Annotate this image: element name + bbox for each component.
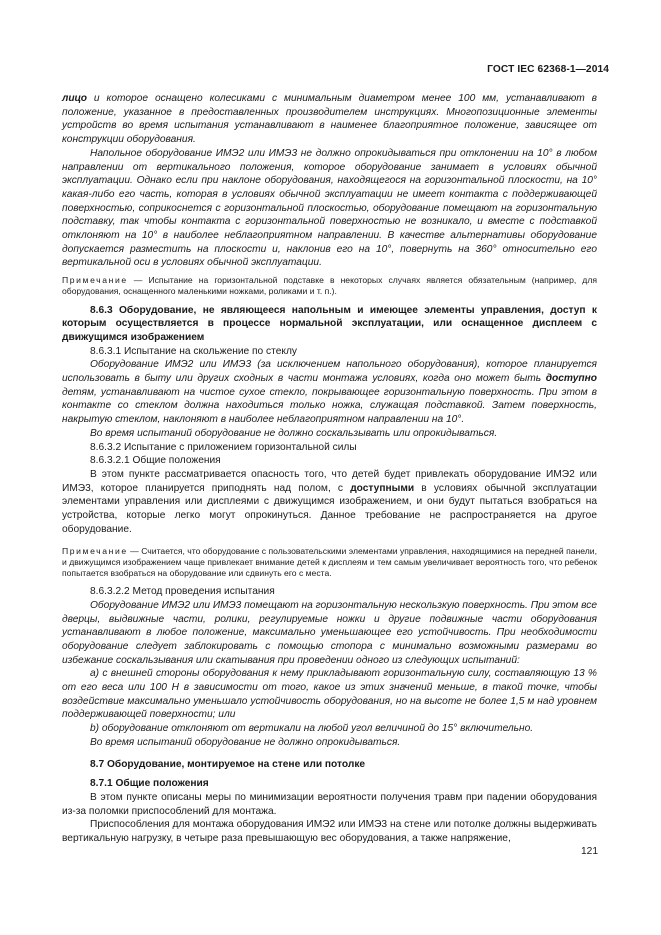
- note-user-controls: [62, 546, 597, 580]
- paragraph-text: Оборудование ИМЭ2 или ИМЭ3 (за исключением напольного оборудования), которое планируется использовать в быту или других сходных в части монтажа условиях, когда оно может быть: [62, 359, 597, 385]
- page-number: 121: [581, 846, 598, 857]
- paragraph-floor-standing: Напольное оборудование ИМЭ2 или ИМЭ3 не должно опрокидываться при отклонении на 10° в любом направлении от вертикального положения, которое оборудование занимает в условиях обычной эксплуатации. Однако если при наклоне оборудования, находящегося на горизонтальной плоскости, на 10° какая-либо его часть, которая в условиях обычной эксплуатации не имеет контакта с поддерживающей поверхностью, соприкоснется с горизонтальной плоскостью, оборудование помещают на горизонтальную подставку, так чтобы контакта с горизонтальной поверхностью не возникало, и вместе с подставкой отклоняют на 10° в наиболее неблагоприятном направлении. В качестве альтернативы оборудование допускается разместить на плоскости и, наклонив его на 10°, повернуть на 360° относительно его вертикальной оси в условиях обычной эксплуатации.: [62, 147, 597, 269]
- subsection-heading-8-7-1: 8.7.1 Общие положения: [90, 778, 209, 790]
- bold-term: доступными: [350, 482, 415, 494]
- paragraph-no-slip: Во время испытаний оборудование не должно соскальзывать или опрокидываться.: [90, 427, 498, 439]
- paragraph-text: в условиях обычной эксплуатации элементами управления или дисплеями с движущимся изображением, и они будут пытаться взобраться на устройства, которые легко могут опрокинуться. Данное требование не распространяется на другое оборудование.: [62, 482, 597, 535]
- subsection-heading-8-6-3-2-1: 8.6.3.2.1 Общие положения: [90, 455, 221, 467]
- page-body: [62, 92, 597, 846]
- paragraph-mounting-load: Приспособления для монтажа оборудования ИМЭ2 или ИМЭ3 на стене или потолке должны выдерживать вертикальную нагрузку, в четыре раза превышающую вес оборудования, а также напряжение,: [62, 819, 597, 845]
- paragraph-children-hazard: [62, 468, 597, 537]
- paragraph-mounting-intro: В этом пункте описаны меры по минимизации вероятности получения травм при падении оборудования из-за поломки приспособлений для монтажа.: [62, 791, 597, 817]
- bold-term: доступно: [545, 373, 597, 385]
- subsection-heading-8-6-3-2: 8.6.3.2 Испытание с приложением горизонтальной силы: [90, 441, 357, 453]
- paragraph-text: В этом пункте рассматривается опасность того, что детей будет привлекать оборудование ИМЭ2 или ИМЭ3, которое планируется приподнять над полом, с: [62, 468, 597, 494]
- paragraph-test-method: Оборудование ИМЭ2 или ИМЭ3 помещают на горизонтальную нескользкую поверхность. При этом все дверцы, выдвижные части, ролики, регулируемые ножки и другие подвижные части оборудования устанавливают в любое положение, максимально уменьшающее его устойчивость. При необходимости оборудование следует заблокировать с помощью стопора с минимально возможными размерами во избежание соскальзывания или скатывания при проведении одного из следующих испытаний:: [62, 599, 597, 666]
- paragraph-continuation: [62, 92, 597, 147]
- section-heading-8-6-3: 8.6.3 Оборудование, не являющееся напольным и имеющее элементы управления, доступ к которым осуществляется в процессе нормальной эксплуатации, или оснащенное дисплеем с движущимся изображением: [62, 304, 597, 343]
- list-item-a: a) с внешней стороны оборудования к нему прикладывают горизонтальную силу, составляющую 13 % от его веса или 100 Н в зависимости от того, какое из этих значений меньше, в такой точке, чтобы воздействие максимально уменьшало устойчивость оборудования, но на высоте не более 1,5 м над уровнем поддерживающей поверхности; или: [62, 668, 597, 721]
- note-text: — Считается, что оборудование с пользовательскими элементами управления, находящимися на передней панели, и движущимся изображением чаще привлекает внимание детей к дисплеям и тем самым увеличивает вероятность того, что ребенок попытается взобраться на оборудование или сдвинуть его с места.: [62, 545, 597, 578]
- subsection-heading-8-6-3-1: 8.6.3.1 Испытание на скольжение по стеклу: [90, 345, 297, 357]
- note-label: Примечание: [62, 275, 128, 286]
- list-item-b: b) оборудование отклоняют от вертикали на любой угол величиной до 15° включительно.: [90, 723, 534, 735]
- paragraph-text: детям, устанавливают на чистое сухое стекло, покрывающее горизонтальную поверхность. При этом в контакте со стеклом должна находиться только ножка, служащая подставкой. Затем поверхность, накрытую стеклом, наклоняют в наиболее неблагоприятном направлении на 10°.: [62, 386, 597, 426]
- note-text: — Испытание на горизонтальной подставке в некоторых случаях является обязательным (например, для оборудования, оснащенного маленькими ножками, роликами и т. п.).: [62, 275, 597, 297]
- standard-header: ГОСТ IEC 62368-1—2014: [487, 64, 609, 75]
- section-heading-8-7: 8.7 Оборудование, монтируемое на стене или потолке: [90, 758, 366, 770]
- paragraph-glass-test: [62, 358, 597, 427]
- bold-term: лицо: [62, 93, 87, 104]
- paragraph-text: и которое оснащено колесиками с минимальным диаметром менее 100 мм, устанавливают в положение, указанное в предоставленных производителем инструкциях. Многопозиционные элементы устройств во время испытания устанавливают в наименее благоприятное положение, зависящее от конструкции оборудования.: [62, 93, 597, 146]
- paragraph-no-tip: Во время испытаний оборудование не должно опрокидываться.: [90, 736, 401, 748]
- note-label: Примечание: [62, 545, 128, 556]
- note-horizontal-stand: [62, 275, 597, 297]
- subsection-heading-8-6-3-2-2: 8.6.3.2.2 Метод проведения испытания: [90, 586, 275, 598]
